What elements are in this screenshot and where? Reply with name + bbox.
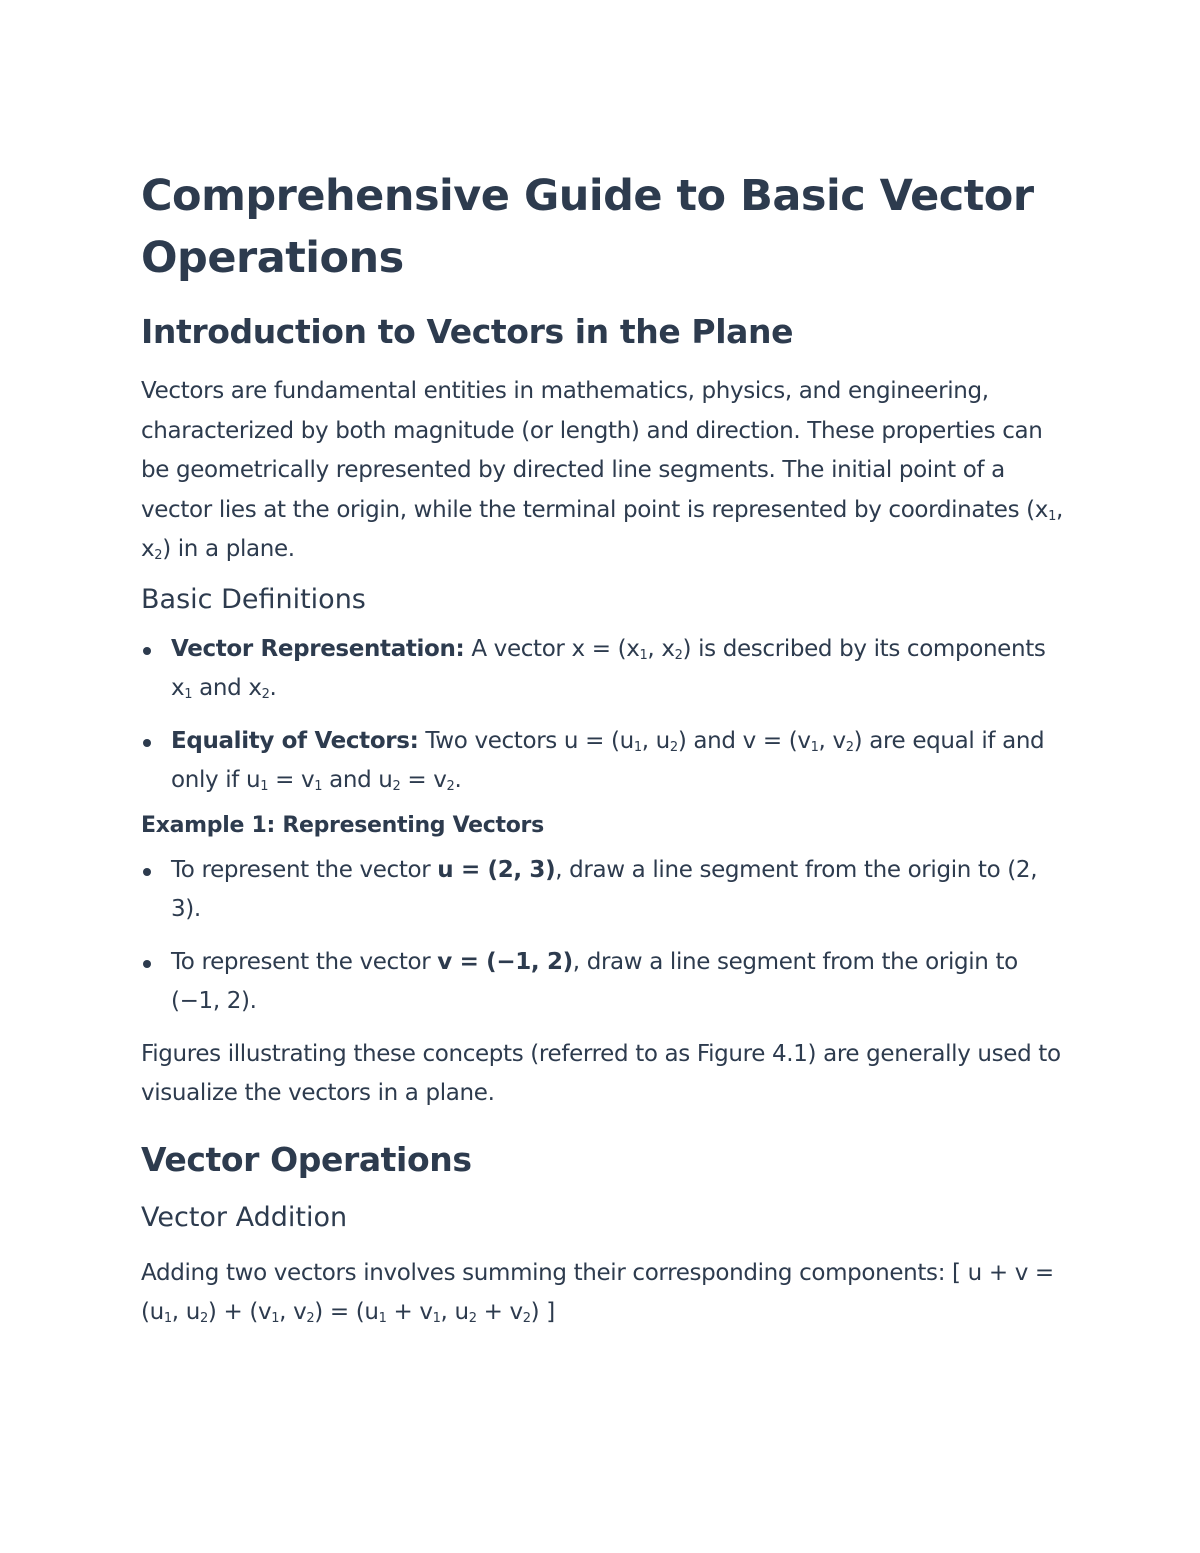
intro-text-mid: , x — [141, 496, 1063, 562]
subscript: 1 — [260, 779, 269, 794]
subscript: 2 — [674, 647, 683, 663]
addition-text: ) = (u — [314, 1299, 379, 1325]
intro-text: Vectors are fundamental entities in mathematics, physics, and engineering, characterized by both magnitude (or length) and direction. These properties can be geometrically represented by directed line segments. The initial point of a vector lies at the origin, while the terminal point is represented by coordinates (x — [141, 378, 1049, 523]
subscript: 2 — [199, 1311, 208, 1326]
definition-text: ) and v = (v — [677, 727, 811, 754]
definition-text: and x — [192, 675, 262, 701]
addition-text: Adding two vectors involves summing their corresponding components: [ u + v = (u — [141, 1259, 1054, 1325]
subscript: 1 — [432, 1311, 441, 1326]
definition-text: = v — [400, 767, 447, 793]
definition-text: , u — [641, 727, 670, 754]
addition-text: + v — [386, 1299, 433, 1325]
definition-text: ) are equal if and only if u — [171, 727, 1045, 793]
addition-text: + v — [476, 1299, 523, 1325]
section-heading-vector-operations: Vector Operations — [141, 1139, 472, 1179]
list-item — [141, 630, 1066, 709]
definition-text: = v — [268, 767, 315, 793]
addition-text: ) ] — [530, 1299, 555, 1325]
definition-text: ) is described by its components x — [171, 635, 1046, 701]
example-vector: v = (−1, 2) — [437, 948, 573, 975]
definition-text: . — [454, 767, 462, 793]
subscript: 2 — [468, 1311, 477, 1326]
intro-text-end: ) in a plane. — [162, 536, 295, 562]
definition-text: . — [269, 675, 277, 701]
example-text: To represent the vector — [171, 948, 438, 975]
subscript: 2 — [261, 687, 270, 702]
addition-text: , u — [440, 1299, 469, 1325]
subscript: 2 — [845, 739, 854, 755]
subscript: 2 — [306, 1311, 315, 1326]
definition-text: and u — [322, 767, 393, 793]
subsection-heading-vector-addition: Vector Addition — [141, 1201, 348, 1233]
list-item — [141, 851, 1066, 930]
subscript: 2 — [522, 1311, 531, 1326]
example-text: To represent the vector — [171, 856, 438, 883]
example-text: , draw a line segment from the origin to (−1, 2). — [171, 948, 1018, 1014]
definition-text: A vector x = (x — [464, 635, 640, 662]
subscript: 1 — [163, 1311, 172, 1326]
definition-term: Vector Representation: — [171, 635, 465, 662]
subscript: 2 — [392, 779, 401, 794]
addition-text: , v — [279, 1299, 307, 1325]
definitions-list — [141, 630, 1066, 801]
addition-text: , u — [171, 1299, 200, 1325]
subsection-heading-basic-definitions: Basic Definitions — [141, 583, 366, 615]
subscript: 1 — [639, 647, 648, 663]
definition-text: Two vectors u = (u — [418, 727, 634, 754]
intro-paragraph — [141, 372, 1066, 570]
list-item — [141, 943, 1066, 1022]
definition-text: , x — [647, 635, 675, 662]
subscript: 1 — [378, 1311, 387, 1326]
example-list — [141, 851, 1066, 1022]
subscript: 2 — [669, 739, 678, 755]
addition-paragraph — [141, 1254, 1066, 1333]
subscript: 1 — [810, 739, 819, 755]
example-text: , draw a line segment from the origin to (2, 3). — [171, 856, 1038, 922]
example-vector: u = (2, 3) — [437, 856, 556, 883]
document-page — [141, 165, 1066, 1333]
addition-text: ) + (v — [207, 1299, 272, 1325]
example-heading: Example 1: Representing Vectors — [141, 812, 544, 838]
subscript: 2 — [154, 548, 163, 563]
definition-text: , v — [818, 727, 846, 754]
subscript: 1 — [271, 1311, 280, 1326]
figures-paragraph: Figures illustrating these concepts (referred to as Figure 4.1) are generally used to visualize the vectors in a plane. — [141, 1040, 1061, 1106]
list-item — [141, 722, 1066, 801]
subscript: 1 — [633, 739, 642, 755]
page-title: Comprehensive Guide to Basic Vector Operations — [141, 171, 1034, 283]
section-heading-intro: Introduction to Vectors in the Plane — [141, 312, 794, 351]
subscript: 2 — [446, 779, 455, 794]
subscript: 1 — [314, 779, 323, 794]
subscript: 1 — [1048, 508, 1056, 524]
definition-term: Equality of Vectors: — [171, 727, 419, 754]
subscript: 1 — [184, 687, 193, 702]
